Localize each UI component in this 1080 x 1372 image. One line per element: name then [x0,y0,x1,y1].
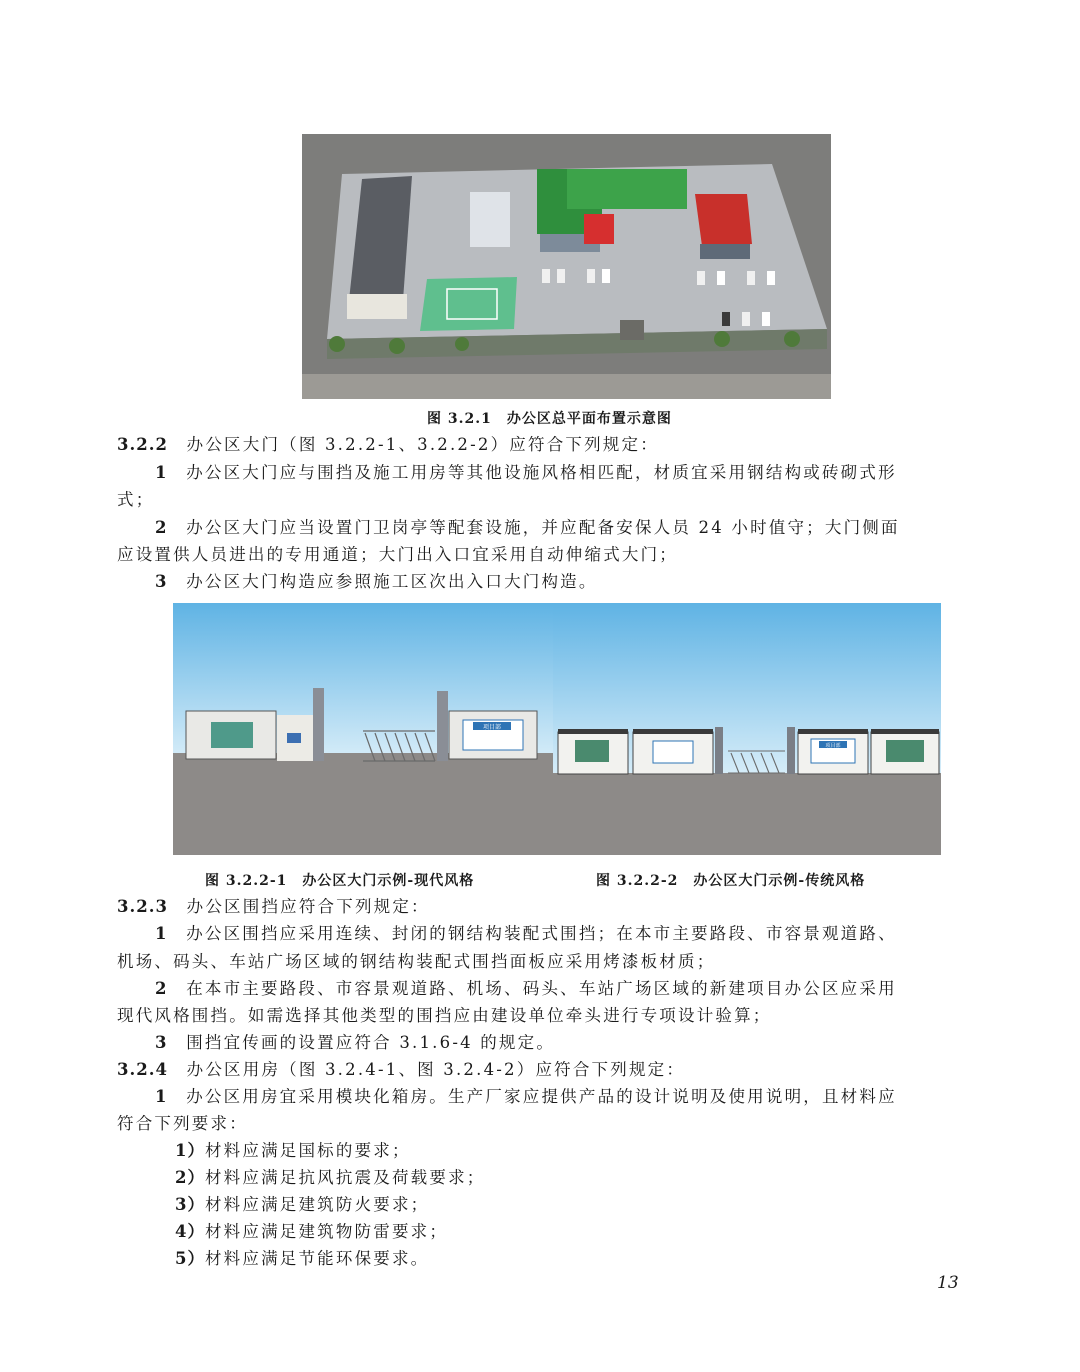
item-text: 办公区用房宜采用模块化箱房。生产厂家应提供产品的设计说明及使用说明，且材料应 [186,1087,897,1106]
item-number: 2 [155,979,168,998]
gate-modern-caption: 图 3.2.2-1 办公区大门示例-现代风格 [205,873,475,889]
item-text: 围挡宜传画的设置应符合 3.1.6-4 的规定。 [186,1033,556,1052]
s322-item-3-line-1 [155,570,598,594]
section-323-heading [117,895,430,919]
s324-item-1-line-2: 符合下列要求： [117,1114,248,1133]
gate-modern-figure [173,603,553,855]
section-322-heading [117,433,659,457]
section-324-heading [117,1058,685,1082]
s323-item-1-line-2: 机场、码头、车站广场区域的钢结构装配式围挡面板应采用烤漆板材质； [117,952,716,971]
traditional-gate-sign: 项目部 [825,743,841,749]
sub-item-number: 4） [175,1222,205,1241]
section-heading-text: 办公区大门（图 3.2.2-1、3.2.2-2）应符合下列规定： [186,435,659,454]
s323-item-2-line-2: 现代风格围挡。如需选择其他类型的围挡应由建设单位牵头进行专项设计验算； [117,1006,772,1025]
gate-modern-image [173,603,553,855]
sub-item-text: 材料应满足抗风抗震及荷载要求； [204,1168,486,1187]
item-text: 办公区大门构造应参照施工区次出入口大门构造。 [186,572,598,591]
sub-item [175,1193,429,1217]
s322-item-2-line-1 [155,516,900,540]
section-heading-text: 办公区用房（图 3.2.4-1、图 3.2.4-2）应符合下列规定： [186,1060,686,1079]
item-text: 办公区大门应与围挡及施工用房等其他设施风格相匹配，材质宜采用钢结构或砖砌式形 [186,463,897,482]
section-heading-text: 办公区围挡应符合下列规定： [186,897,430,916]
s322-item-1-line-1 [155,461,897,485]
section-number: 3.2.4 [117,1060,168,1079]
item-text: 办公区围挡应采用连续、封闭的钢结构装配式围挡；在本市主要路段、市容景观道路、 [186,924,897,943]
item-text: 办公区大门应当设置门卫岗亭等配套设施，并应配备安保人员 24 小时值守；大门侧面 [186,518,900,537]
gate-traditional-figure [553,603,941,855]
gate-traditional-image [553,603,941,855]
sub-item-text: 材料应满足建筑物防雷要求； [204,1222,449,1241]
sub-item [175,1166,485,1190]
sub-item-text: 材料应满足建筑防火要求； [204,1195,430,1214]
s323-item-1-line-1 [155,922,897,946]
sub-item-number: 3） [175,1195,205,1214]
sub-item [175,1247,429,1271]
section-number: 3.2.3 [117,897,168,916]
sub-item-number: 2） [175,1168,205,1187]
item-text: 在本市主要路段、市容景观道路、机场、码头、车站广场区域的新建项目办公区应采用 [186,979,897,998]
site-plan-figure [302,134,831,399]
item-number: 1 [155,924,168,943]
sub-item-text: 材料应满足节能环保要求。 [204,1249,430,1268]
gate-traditional-caption: 图 3.2.2-2 办公区大门示例-传统风格 [596,873,866,889]
item-number: 1 [155,1087,168,1106]
sub-item [175,1220,448,1244]
item-number: 1 [155,463,168,482]
item-number: 2 [155,518,168,537]
s323-item-3-line-1 [155,1031,555,1055]
sub-item-number: 1） [175,1141,205,1160]
modern-gate-sign: 项目部 [482,724,502,731]
sub-item-text: 材料应满足国标的要求； [204,1141,411,1160]
s322-item-2-line-2: 应设置供人员进出的专用通道；大门出入口宜采用自动伸缩式大门； [117,545,678,564]
site-plan-image [302,134,831,399]
item-number: 3 [155,1033,168,1052]
sub-item [175,1139,411,1163]
s323-item-2-line-1 [155,977,897,1001]
s322-item-1-line-2: 式； [117,490,155,509]
s324-item-1-line-1 [155,1085,897,1109]
sub-item-number: 5） [175,1249,205,1268]
section-number: 3.2.2 [117,435,168,454]
page-number: 13 [937,1273,959,1293]
item-number: 3 [155,572,168,591]
site-plan-caption: 图 3.2.1 办公区总平面布置示意图 [427,411,672,427]
